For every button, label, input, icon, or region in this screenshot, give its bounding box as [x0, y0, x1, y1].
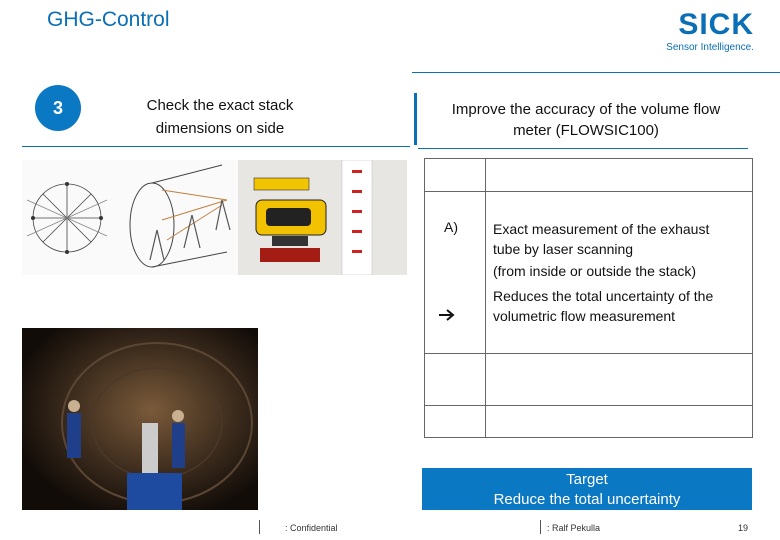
left-heading — [120, 94, 320, 140]
right-heading-line1: Improve the accuracy of the volume flow — [451, 101, 721, 118]
right-heading — [426, 99, 746, 141]
row-a-text-line2: tube by laser scanning — [493, 241, 634, 257]
right-heading-line2: meter (FLOWSIC100) — [513, 122, 659, 139]
table-row-divider — [425, 353, 752, 354]
header-divider — [412, 72, 780, 73]
footer-separator — [540, 520, 541, 534]
step-number-badge: 3 — [35, 85, 81, 131]
row-a-text — [493, 219, 751, 281]
right-heading-divider — [418, 148, 748, 149]
footer-author: : Ralf Pekulla — [547, 523, 601, 533]
logo-word: SICK — [678, 8, 754, 41]
page-title: GHG-Control — [47, 8, 170, 31]
right-arrow-icon — [438, 306, 456, 329]
left-heading-line1: Check the exact stack — [146, 97, 294, 114]
left-heading-line2: dimensions on side — [155, 120, 285, 137]
table-row-divider — [425, 405, 752, 406]
right-heading-accent-bar — [414, 93, 417, 145]
row-a-text-line3: (from inside or outside the stack) — [493, 263, 697, 279]
logo-tagline: Sensor Intelligence. — [666, 42, 754, 53]
table-column-divider — [485, 159, 486, 437]
target-box — [422, 468, 752, 510]
target-line1: Target — [566, 471, 608, 488]
page-number: 19 — [738, 523, 749, 533]
footer-separator — [259, 520, 260, 534]
table-row-divider — [425, 191, 752, 192]
stack-interior-photo — [22, 328, 258, 510]
row-arrow-text — [493, 286, 751, 326]
sick-logo — [644, 10, 754, 53]
target-line2: Reduce the total uncertainty — [493, 491, 681, 508]
row-arrow-text-line2: volumetric flow measurement — [493, 308, 676, 324]
left-heading-divider — [22, 146, 410, 147]
footer-confidential: : Confidential — [285, 523, 338, 533]
row-a-label: A) — [444, 219, 458, 235]
stack-diagram-image — [22, 160, 407, 275]
row-a-text-line1: Exact measurement of the exhaust — [493, 221, 710, 237]
row-arrow-text-line1: Reduces the total uncertainty of the — [493, 288, 714, 304]
